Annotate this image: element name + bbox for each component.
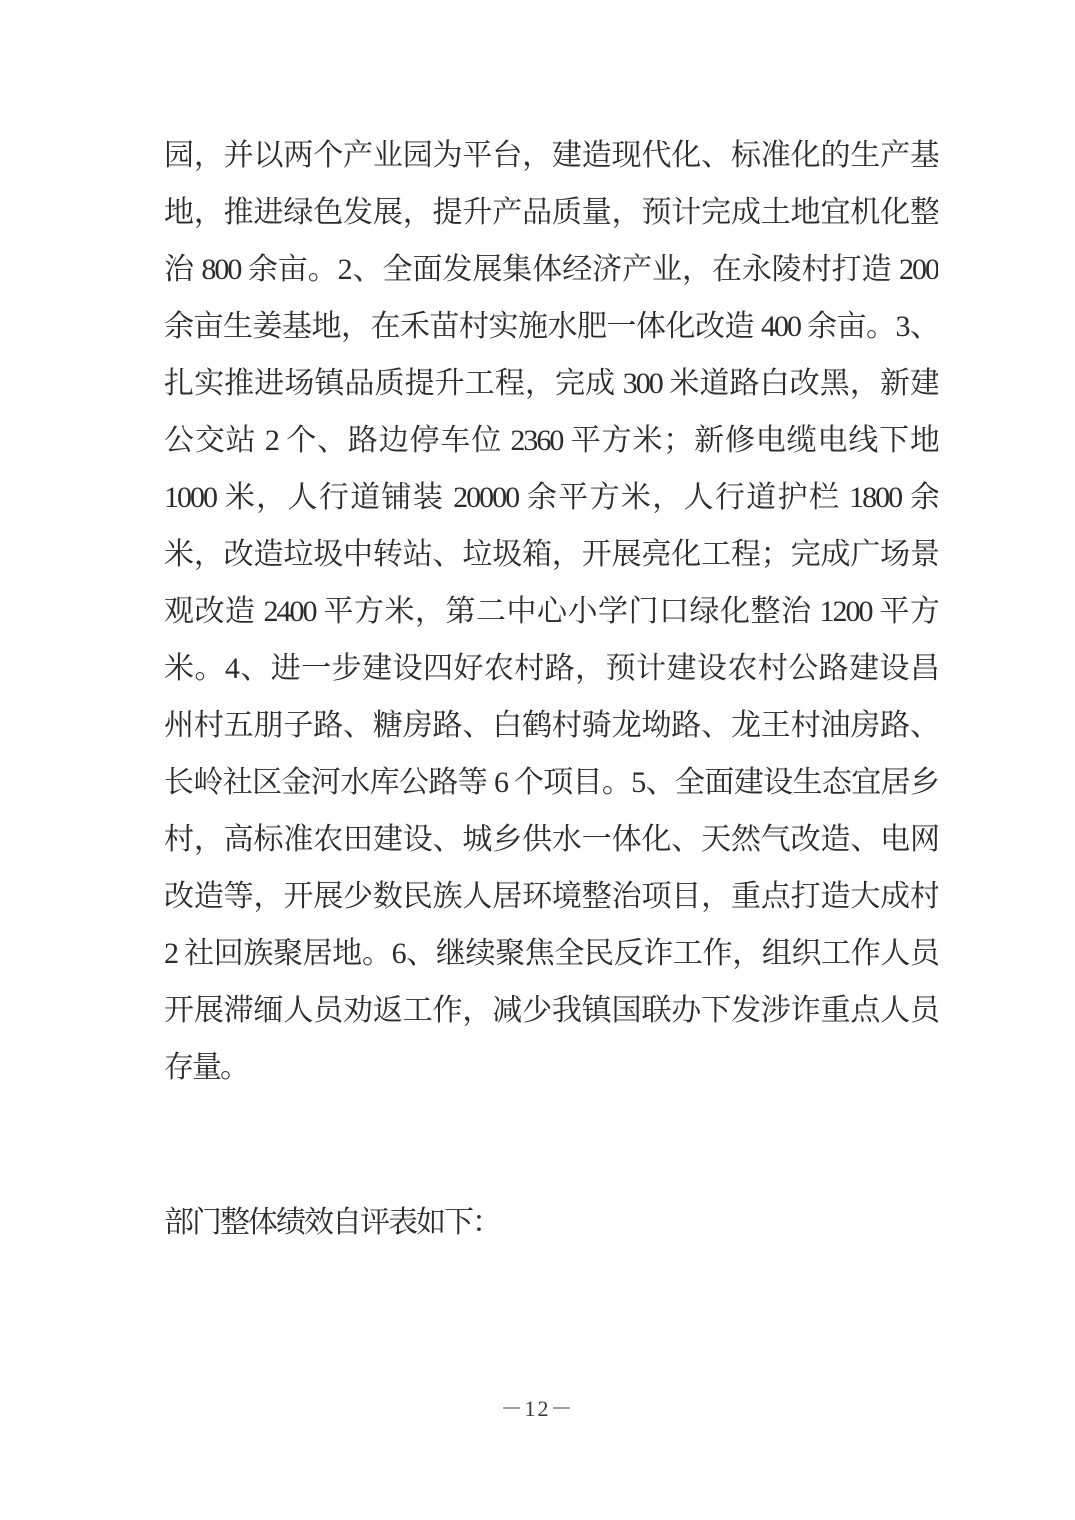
paragraph-line: 长岭社区金河水库公路等 6 个项目。5、全面建设生态宜居乡 [164, 766, 938, 799]
paragraph-line: 1000 米，人行道铺装 20000 余平方米，人行道护栏 1800 余 [164, 481, 938, 514]
page-body [164, 127, 938, 1251]
table-intro-line: 部门整体绩效自评表如下： [164, 1206, 500, 1239]
paragraph-line: 村，高标准农田建设、城乡供水一体化、天然气改造、电网 [164, 823, 938, 856]
paragraph-line: 改造等，开展少数民族人居环境整治项目，重点打造大成村 [164, 880, 938, 913]
paragraph-line: 扎实推进场镇品质提升工程，完成 300 米道路白改黑，新建 [164, 367, 938, 400]
paragraph-line: 园，并以两个产业园为平台，建造现代化、标准化的生产基 [164, 139, 938, 172]
paragraph-line: 米，改造垃圾中转站、垃圾箱，开展亮化工程；完成广场景 [164, 538, 938, 571]
paragraph-line: 米。4、进一步建设四好农村路，预计建设农村公路建设昌 [164, 652, 938, 685]
paragraph-line: 存量。 [164, 1051, 248, 1084]
paragraph-line: 州村五朋子路、糖房路、白鹤村骑龙坳路、龙王村油房路、 [164, 709, 938, 742]
paragraph-line: 观改造 2400 平方米，第二中心小学门口绿化整治 1200 平方 [164, 595, 938, 628]
main-paragraph [164, 127, 938, 1096]
paragraph-line: 2 社回族聚居地。6、继续聚焦全民反诈工作，组织工作人员 [164, 937, 938, 970]
paragraph-line: 余亩生姜基地，在禾苗村实施水肥一体化改造 400 余亩。3、 [164, 310, 938, 343]
paragraph-line: 公交站 2 个、路边停车位 2360 平方米；新修电缆电线下地 [164, 424, 938, 457]
paragraph-line: 治 800 余亩。2、全面发展集体经济产业，在永陵村打造 200 [164, 253, 938, 286]
paragraph-line: 地，推进绿色发展，提升产品质量，预计完成土地宜机化整 [164, 196, 938, 229]
page-number: －12－ [500, 1396, 575, 1421]
paragraph-line: 开展滞缅人员劝返工作，减少我镇国联办下发涉诈重点人员 [164, 994, 938, 1027]
